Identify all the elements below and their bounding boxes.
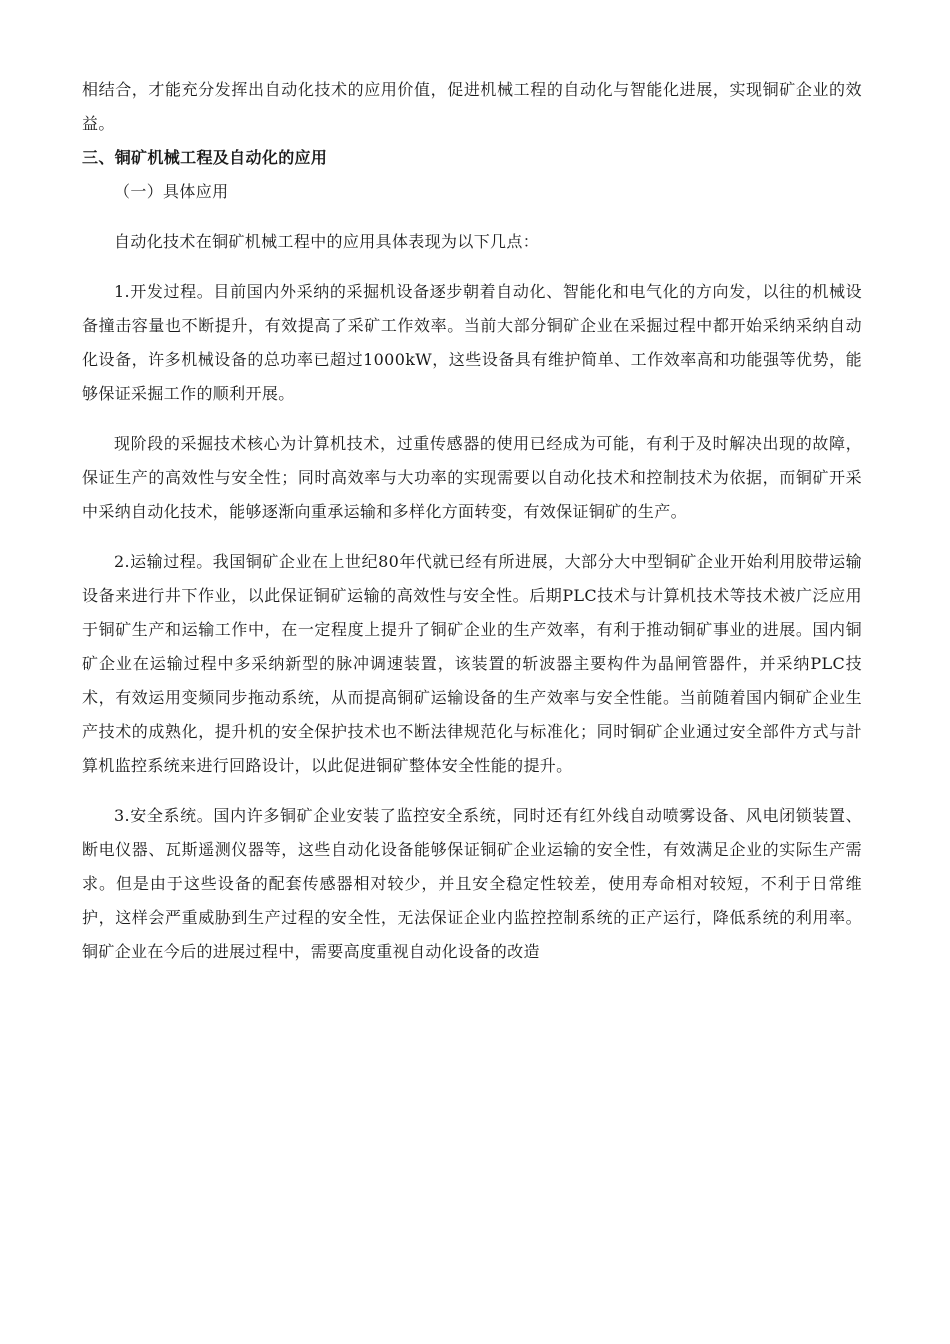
section-heading: 三、铜矿机械工程及自动化的应用: [82, 148, 328, 167]
item-1-paragraph: 1.开发过程。目前国内外采纳的采掘机设备逐步朝着自动化、智能化和电气化的方向发，以往的机械设备撞击容量也不断提升，有效提高了采矿工作效率。当前大部分铜矿企业在采掘过程中都开始采纳采纳自动化设备，许多机械设备的总功率已超过1000kW，这些设备具有维护简单、工作效率高和功能强等优势，能够保证采掘工作的顺利开展。: [82, 282, 862, 403]
subsection-heading: （一）具体应用: [114, 182, 229, 201]
document-page: [82, 73, 862, 969]
intro-paragraph: 自动化技术在铜矿机械工程中的应用具体表现为以下几点：: [114, 232, 540, 251]
item-1-followup-paragraph: 现阶段的采掘技术核心为计算机技术，过重传感器的使用已经成为可能，有利于及时解决出现的故障，保证生产的高效性与安全性；同时高效率与大功率的实现需要以自动化技术和控制技术为依据，而铜矿开采中采纳自动化技术，能够逐渐向重承运输和多样化方面转变，有效保证铜矿的生产。: [82, 434, 862, 521]
continuation-paragraph: 相结合，才能充分发挥出自动化技术的应用价值，促进机械工程的自动化与智能化进展，实现铜矿企业的效益。: [82, 80, 862, 133]
item-2-paragraph: 2.运输过程。我国铜矿企业在上世纪80年代就已经有所进展，大部分大中型铜矿企业开始利用胶带运输设备来进行井下作业，以此保证铜矿运输的高效性与安全性。后期PLC技术与计算机技术等技术被广泛应用于铜矿生产和运输工作中，在一定程度上提升了铜矿企业的生产效率，有利于推动铜矿事业的进展。国内铜矿企业在运输过程中多采纳新型的脉冲调速装置，该装置的斩波器主要构件为晶闸管器件，并采纳PLC技术，有效运用变频同步拖动系统，从而提高铜矿运输设备的生产效率与安全性能。当前随着国内铜矿企业生产技术的成熟化，提升机的安全保护技术也不断法律规范化与标准化；同时铜矿企业通过安全部件方式与計算机监控系统来进行回路设计，以此促进铜矿整体安全性能的提升。: [82, 552, 862, 775]
item-3-paragraph: 3.安全系统。国内许多铜矿企业安装了监控安全系统，同时还有红外线自动喷雾设备、风电闭锁装置、断电仪器、瓦斯遥测仪器等，这些自动化设备能够保证铜矿企业运输的安全性，有效满足企业的实际生产需求。但是由于这些设备的配套传感器相对较少，并且安全稳定性较差，使用寿命相对较短，不利于日常维护，这样会严重威胁到生产过程的安全性，无法保证企业内监控控制系统的正产运行，降低系统的利用率。铜矿企业在今后的进展过程中，需要高度重视自动化设备的改造: [82, 806, 862, 961]
